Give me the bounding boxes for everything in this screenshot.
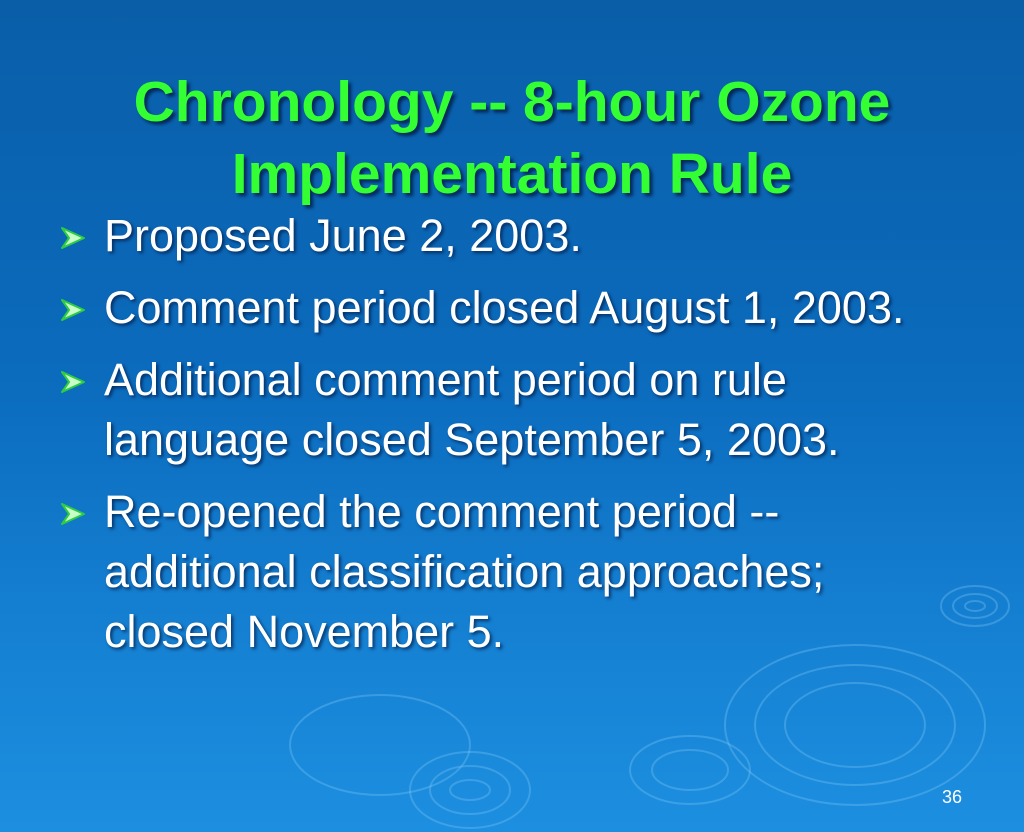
chevron-arrow-icon: [60, 350, 104, 394]
bullet-text: Comment period closed August 1, 2003.: [104, 282, 905, 333]
bullet-item-4: [60, 482, 950, 662]
bullet-text: Re-opened the comment period -- additional classification approaches; closed November 5.: [104, 486, 825, 657]
bullet-item-1: [60, 206, 950, 266]
slide-title-line-1: Chronology -- 8-hour Ozone: [133, 70, 891, 135]
chevron-arrow-icon: [60, 278, 104, 322]
chevron-arrow-icon: [60, 206, 104, 250]
bullet-item-2: [60, 278, 950, 338]
bullet-list: [60, 206, 950, 674]
bullet-text: Proposed June 2, 2003.: [104, 210, 582, 261]
slide-title: [40, 66, 984, 210]
page-number: 36: [941, 787, 962, 807]
chevron-arrow-icon: [60, 482, 104, 526]
slide-title-line-2: Implementation Rule: [231, 142, 793, 207]
bullet-item-3: [60, 350, 950, 470]
bullet-text: Additional comment period on rule language closed September 5, 2003.: [104, 354, 840, 465]
